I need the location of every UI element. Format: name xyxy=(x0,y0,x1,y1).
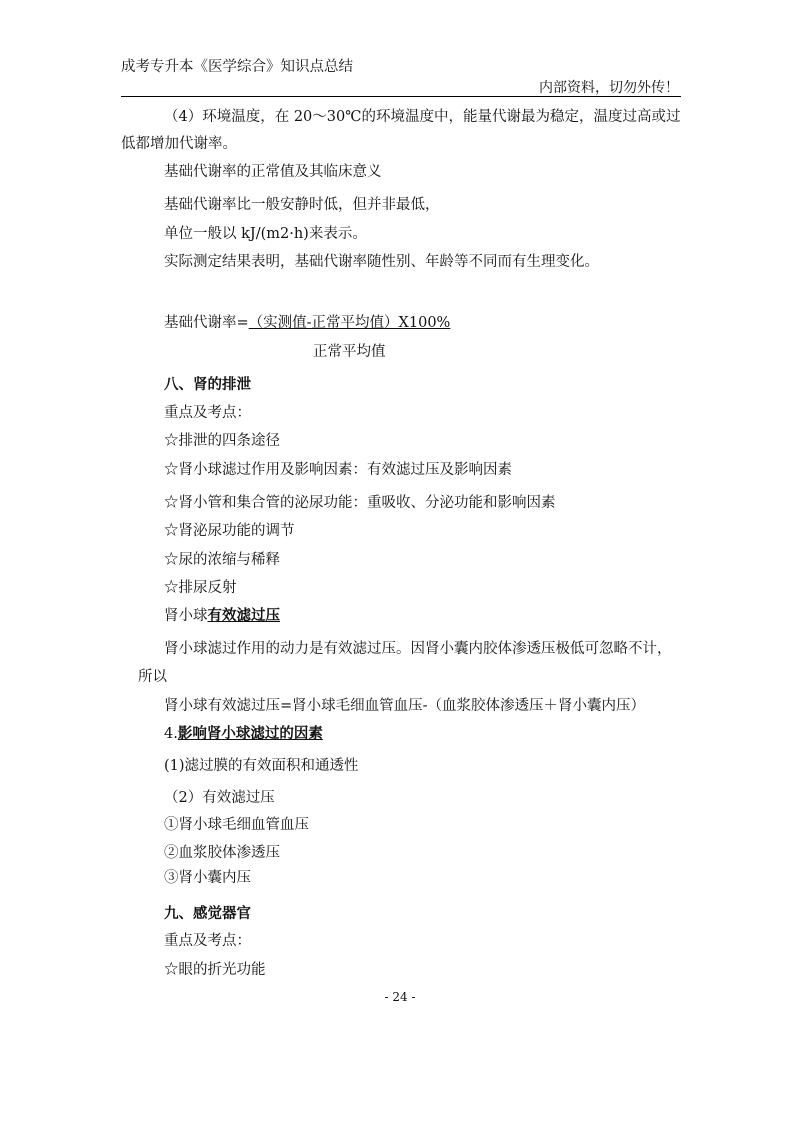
subheading-bold: 影响肾小球滤过的因素 xyxy=(177,726,323,742)
list-item: ①肾小球毛细血管血压 xyxy=(164,817,309,833)
text-line: 肾小球滤过作用的动力是有效滤过压。因肾小囊内胶体渗透压极低可忽略不计， xyxy=(164,641,672,657)
list-item: ☆肾小管和集合管的泌尿功能：重吸收、分泌功能和影响因素 xyxy=(164,495,556,511)
list-item: ☆肾小球滤过作用及影响因素：有效滤过压及影响因素 xyxy=(164,462,512,478)
subheading xyxy=(164,604,280,625)
text-line: 单位一般以 kJ/(m2·h)来表示。 xyxy=(164,226,367,242)
formula-numerator: （实测值-正常平均值）X100% xyxy=(248,315,451,331)
header-note: 内部资料，切勿外传！ xyxy=(539,80,679,96)
text-line: 基础代谢率的正常值及其临床意义 xyxy=(164,164,382,180)
text-line: 基础代谢率比一般安静时低，但并非最低， xyxy=(164,197,440,213)
list-item: ☆肾泌尿功能的调节 xyxy=(164,523,295,539)
text-line: 低都增加代谢率。 xyxy=(121,136,237,152)
subheading xyxy=(164,722,323,743)
header-title: 成考专升本《医学综合》知识点总结 xyxy=(121,59,353,75)
list-item: (1)滤过膜的有效面积和通透性 xyxy=(164,758,359,774)
formula xyxy=(164,311,450,332)
formula-denominator: 正常平均值 xyxy=(313,344,386,360)
text-line: 实际测定结果表明，基础代谢率随性别、年龄等不同而有生理变化。 xyxy=(164,254,599,270)
subheading-bold: 有效滤过压 xyxy=(207,608,280,624)
header-divider xyxy=(121,96,681,97)
list-item: （2）有效滤过压 xyxy=(164,790,275,806)
list-item: ②血浆胶体渗透压 xyxy=(164,845,280,861)
keypoints-label: 重点及考点： xyxy=(164,933,251,949)
text-line: 所以 xyxy=(138,669,167,685)
list-item: ☆排尿反射 xyxy=(164,580,237,596)
text-line: （4）环境温度，在 20～30℃的环境温度中，能量代谢最为稳定，温度过高或过 xyxy=(164,109,681,125)
page-number: - 24 - xyxy=(384,990,416,1004)
formula-prefix: 基础代谢率= xyxy=(164,315,249,331)
subheading-prefix: 4. xyxy=(164,726,178,742)
section-heading: 九、感觉器官 xyxy=(164,906,251,922)
list-item: ☆尿的浓缩与稀释 xyxy=(164,552,280,568)
list-item: ③肾小囊内压 xyxy=(164,870,251,886)
text-line: 肾小球有效滤过压=肾小球毛细血管血压-（血浆胶体渗透压＋肾小囊内压） xyxy=(164,698,646,714)
list-item: ☆排泄的四条途径 xyxy=(164,433,280,449)
section-heading: 八、肾的排泄 xyxy=(164,377,251,393)
subheading-prefix: 肾小球 xyxy=(164,608,208,624)
keypoints-label: 重点及考点： xyxy=(164,405,251,421)
list-item: ☆眼的折光功能 xyxy=(164,962,266,978)
